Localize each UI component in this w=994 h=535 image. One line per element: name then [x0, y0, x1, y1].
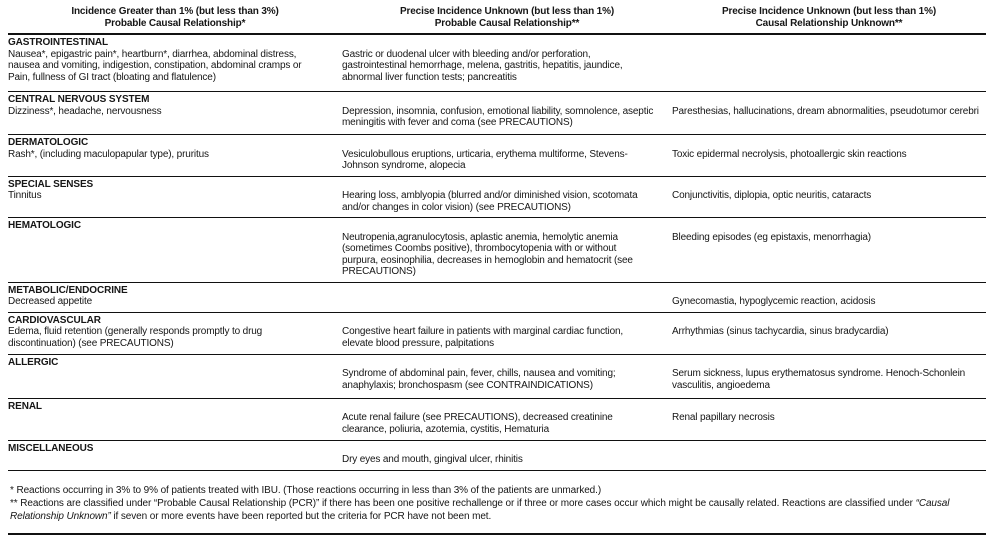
- system-heading: SPECIAL SENSES: [8, 178, 94, 190]
- cell-cardiovascular-col1: [8, 315, 342, 350]
- cell-gastrointestinal-col2: Gastric or duodenal ulcer with bleeding and/or perforation, gastrointestinal hemorrhage, melena, gastritis, hepatitis, jaundice, abnormal liver function tests; pancreatitis: [342, 48, 623, 83]
- cell-metabolic-col3: Gynecomastia, hypoglycemic reaction, acidosis: [672, 296, 876, 307]
- cell-cns-col1: [8, 94, 342, 130]
- system-heading: RENAL: [8, 400, 42, 412]
- header-col-3: [672, 6, 986, 29]
- cell-gastrointestinal-col3: [672, 37, 986, 87]
- system-heading: DERMATOLOGIC: [8, 137, 89, 148]
- reactions-text: Edema, fluid retention (generally responds promptly to drug discontinuation) (see PRECAUTIONS): [8, 326, 263, 349]
- table-row-miscellaneous: [8, 441, 986, 471]
- system-heading: CENTRAL NERVOUS SYSTEM: [8, 94, 150, 105]
- header-col-1: [8, 6, 342, 29]
- table-footnotes: [8, 471, 986, 535]
- footnote-double-asterisk-italic: “Causal Relationship Unknown”: [10, 497, 950, 522]
- header-col-2: [342, 6, 672, 29]
- cell-miscellaneous-col3: [672, 443, 986, 466]
- cell-hematologic-col1: [8, 220, 342, 278]
- cell-allergic-col2: Syndrome of abdominal pain, fever, chills, nausea and vomiting; anaphylaxis; bronchospasm (see CONTRAINDICATIONS): [342, 368, 616, 391]
- cell-dermatologic-col3: Toxic epidermal necrolysis, photoallergic skin reactions: [672, 148, 907, 160]
- header-col-3-line-2: Causal Relationship Unknown**: [755, 17, 903, 29]
- cell-metabolic-col2: [342, 285, 672, 308]
- system-heading: METABOLIC/ENDOCRINE: [8, 284, 128, 296]
- table-row-hematologic: [8, 218, 986, 283]
- footnote-double-asterisk-part2: if seven or more events have been reported but the criteria for PCR have not been met.: [110, 510, 492, 522]
- cell-gastrointestinal-col1: [8, 37, 342, 87]
- cell-hematologic-col3: Bleeding episodes (eg epistaxis, menorrhagia): [672, 231, 871, 243]
- cell-dermatologic-col2: Vesiculobullous eruptions, urticaria, erythema multiforme, Stevens-Johnson syndrome, alopecia: [342, 148, 628, 171]
- table-row-special-senses: [8, 177, 986, 219]
- reactions-text: Rash*, (including maculopapular type), pruritus: [8, 148, 209, 160]
- footnote-double-asterisk-part1: ** Reactions are classified under “Probable Causal Relationship (PCR)” if there has been one positive rechallenge or if three or more cases occur which might be causally related. Reactions are classified under: [10, 497, 916, 509]
- table-row-cardiovascular: [8, 313, 986, 355]
- table-row-dermatologic: [8, 135, 986, 177]
- system-heading: GASTROINTESTINAL: [8, 37, 109, 48]
- cell-renal-col2: Acute renal failure (see PRECAUTIONS), decreased creatinine clearance, poliuria, azotemia, cystitis, Hematuria: [342, 412, 613, 435]
- cell-miscellaneous-col1: [8, 443, 342, 466]
- cell-cardiovascular-col3: Arrhythmias (sinus tachycardia, sinus bradycardia): [672, 326, 889, 337]
- system-heading: ALLERGIC: [8, 356, 59, 368]
- header-col-1-line-2: Probable Causal Relationship*: [104, 17, 246, 29]
- header-col-3-line-1: Precise Incidence Unknown (but less than 1%): [721, 6, 936, 17]
- header-col-1-line-1: Incidence Greater than 1% (but less than 3%): [71, 6, 279, 17]
- reactions-text: Dizziness*, headache, nervousness: [8, 105, 162, 117]
- cell-special-senses-col2: Hearing loss, amblyopia (blurred and/or diminished vision, scotomata and/or changes in color vision) (see PRECAUTIONS): [342, 190, 638, 213]
- cell-metabolic-col1: [8, 285, 342, 308]
- reactions-text: Nausea*, epigastric pain*, heartburn*, diarrhea, abdominal distress, nausea and vomiting, indigestion, constipation, abdominal cramps or Pain, fullness of GI tract (bloating and flatulence): [8, 48, 302, 83]
- table-row-gastrointestinal: [8, 35, 986, 92]
- cell-special-senses-col3: Conjunctivitis, diplopia, optic neuritis, cataracts: [672, 190, 872, 201]
- system-heading: CARDIOVASCULAR: [8, 314, 101, 326]
- cell-renal-col3: Renal papillary necrosis: [672, 412, 775, 423]
- header-col-2-line-1: Precise Incidence Unknown (but less than 1%): [399, 6, 614, 17]
- table-row-renal: [8, 399, 986, 441]
- cell-cardiovascular-col2: Congestive heart failure in patients with marginal cardiac function, elevate blood pressure, palpitations: [342, 326, 624, 349]
- cell-hematologic-col2: Neutropenia,agranulocytosis, aplastic anemia, hemolytic anemia (sometimes Coombs positive), thrombocytopenia with or without purpura, eosinophilia, decreases in hemoglobin and hematocrit (see PRECAUTIONS): [342, 231, 633, 277]
- reactions-text: Tinnitus: [8, 190, 42, 201]
- reactions-text: Decreased appetite: [8, 296, 93, 307]
- system-heading: MISCELLANEOUS: [8, 442, 94, 454]
- cell-allergic-col1: [8, 357, 342, 394]
- footnote-double-asterisk: [10, 497, 984, 523]
- cell-special-senses-col1: [8, 179, 342, 214]
- header-col-2-line-2: Probable Causal Relationship**: [434, 17, 580, 29]
- table-header-row: [8, 0, 986, 35]
- footnote-asterisk: * Reactions occurring in 3% to 9% of patients treated with IBU. (Those reactions occurring in less than 3% of the patients are unmarked.): [10, 484, 602, 496]
- cell-miscellaneous-col2: Dry eyes and mouth, gingival ulcer, rhinitis: [342, 454, 523, 465]
- table-row-central-nervous-system: [8, 92, 986, 135]
- cell-allergic-col3: Serum sickness, lupus erythematosus syndrome. Henoch-Schonlein vasculitis, angioedema: [672, 368, 966, 391]
- table-row-metabolic-endocrine: [8, 283, 986, 313]
- cell-renal-col1: [8, 401, 342, 436]
- system-heading: HEMATOLOGIC: [8, 220, 81, 231]
- cell-cns-col2: Depression, insomnia, confusion, emotional liability, somnolence, aseptic meningitis with fever and coma (see PRECAUTIONS): [342, 105, 654, 128]
- table-row-allergic: [8, 355, 986, 399]
- cell-cns-col3: Paresthesias, hallucinations, dream abnormalities, pseudotumor cerebri: [672, 105, 979, 117]
- cell-dermatologic-col1: [8, 137, 342, 172]
